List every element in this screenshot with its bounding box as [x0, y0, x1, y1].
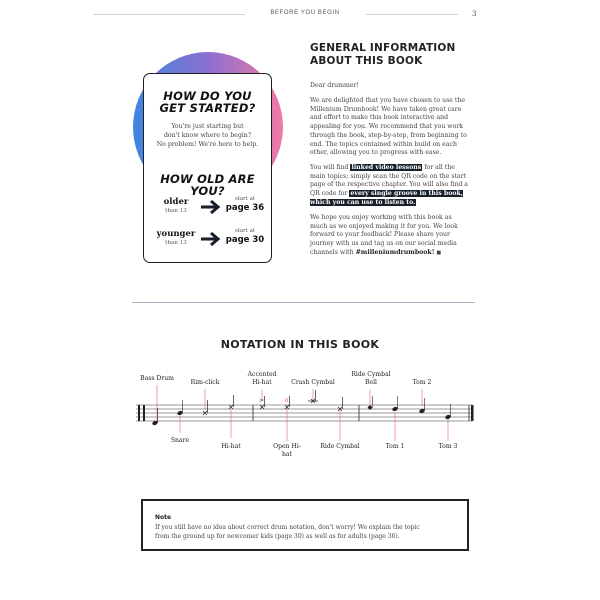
video-highlight: linked video lessons [351, 164, 422, 171]
card-intro-line2: don't know where to begin? [163, 132, 252, 139]
label-tom-2: Tom 2 [412, 379, 432, 386]
page-reference: page 36 [225, 203, 265, 213]
closing-text: We hope you enjoy working with this book as much as we enjoyed making it for you. We look forward to your feedback! Please share your journey with us and tag us on our social media channels with [310, 214, 458, 256]
label-crash-cymbal: Crash Cymbal [291, 379, 335, 386]
accent-mark: > [259, 397, 265, 404]
card-intro-line3: No problem! We're here to help. [156, 141, 259, 148]
label-rim-click: Rim-click [190, 379, 220, 386]
note-box [141, 499, 469, 551]
note-line2: from the ground up for newcomer kids (page 30) as well as for adults (page 36). [155, 533, 400, 540]
label-open-hihat: Open Hi-hat [273, 443, 301, 458]
section-title: BEFORE YOU BEGIN [270, 10, 340, 16]
general-info-title-line2: ABOUT THIS BOOK [310, 55, 423, 67]
open-mark: o [284, 397, 289, 404]
groove-highlight: every single groove in this book, which you can use to listen to. [310, 190, 463, 206]
greeting: Dear drummer! [310, 82, 359, 89]
card-intro-line1: You're just starting but [171, 123, 244, 130]
notation-title: NOTATION IN THIS BOOK [220, 338, 380, 351]
card-heading-line1: HOW DO YOU [163, 89, 252, 103]
label-tom-1: Tom 1 [385, 443, 405, 450]
page-reference: page 30 [225, 235, 265, 245]
start-at-label: start at [235, 228, 255, 234]
intro-paragraph: We are delighted that you have chosen to use the Millenium Drumbook! We have taken great care and effort to make this book interactive and appealing for you. We recommend that you work through the book, step-by-step, from beginning to end. The topics contained within build on each other, allowing you to progress with ease. [310, 97, 467, 157]
label-accented-hihat: Accented Hi-hat [247, 371, 277, 386]
age-label: younger [156, 229, 196, 239]
end-mark: ■ [436, 249, 442, 256]
start-at-label: start at [235, 196, 255, 202]
label-hihat: Hi-hat [221, 443, 241, 450]
page-number: 3 [472, 10, 477, 18]
label-bass-drum: Bass Drum [140, 375, 174, 382]
age-heading: HOW OLD ARE YOU? [160, 172, 255, 198]
age-sublabel: than 13 [165, 240, 187, 246]
label-tom-3: Tom 3 [438, 443, 458, 450]
age-label: older [163, 197, 189, 207]
hashtag: #milleniumdrumbook! [355, 248, 435, 256]
card-heading-line2: GET STARTED? [159, 101, 256, 115]
video-text-b: for all the main topics; simply scan the QR code on the start page of the respective chapter. You will also find a QR code for [310, 164, 468, 198]
note-text [155, 523, 455, 541]
label-ride-cymbal-bell: Ride Cymbal Bell [351, 371, 391, 386]
label-ride-cymbal: Ride Cymbal [320, 443, 360, 450]
general-info-title-line1: GENERAL INFORMATION [310, 42, 456, 54]
age-sublabel: than 13 [165, 208, 187, 214]
label-snare: Snare [170, 437, 190, 444]
note-line1: If you still have no idea about correct drum notation, don't worry! We explain the topic [155, 524, 420, 531]
note-heading: Note [155, 514, 172, 521]
video-text-a: You will find [310, 164, 351, 171]
